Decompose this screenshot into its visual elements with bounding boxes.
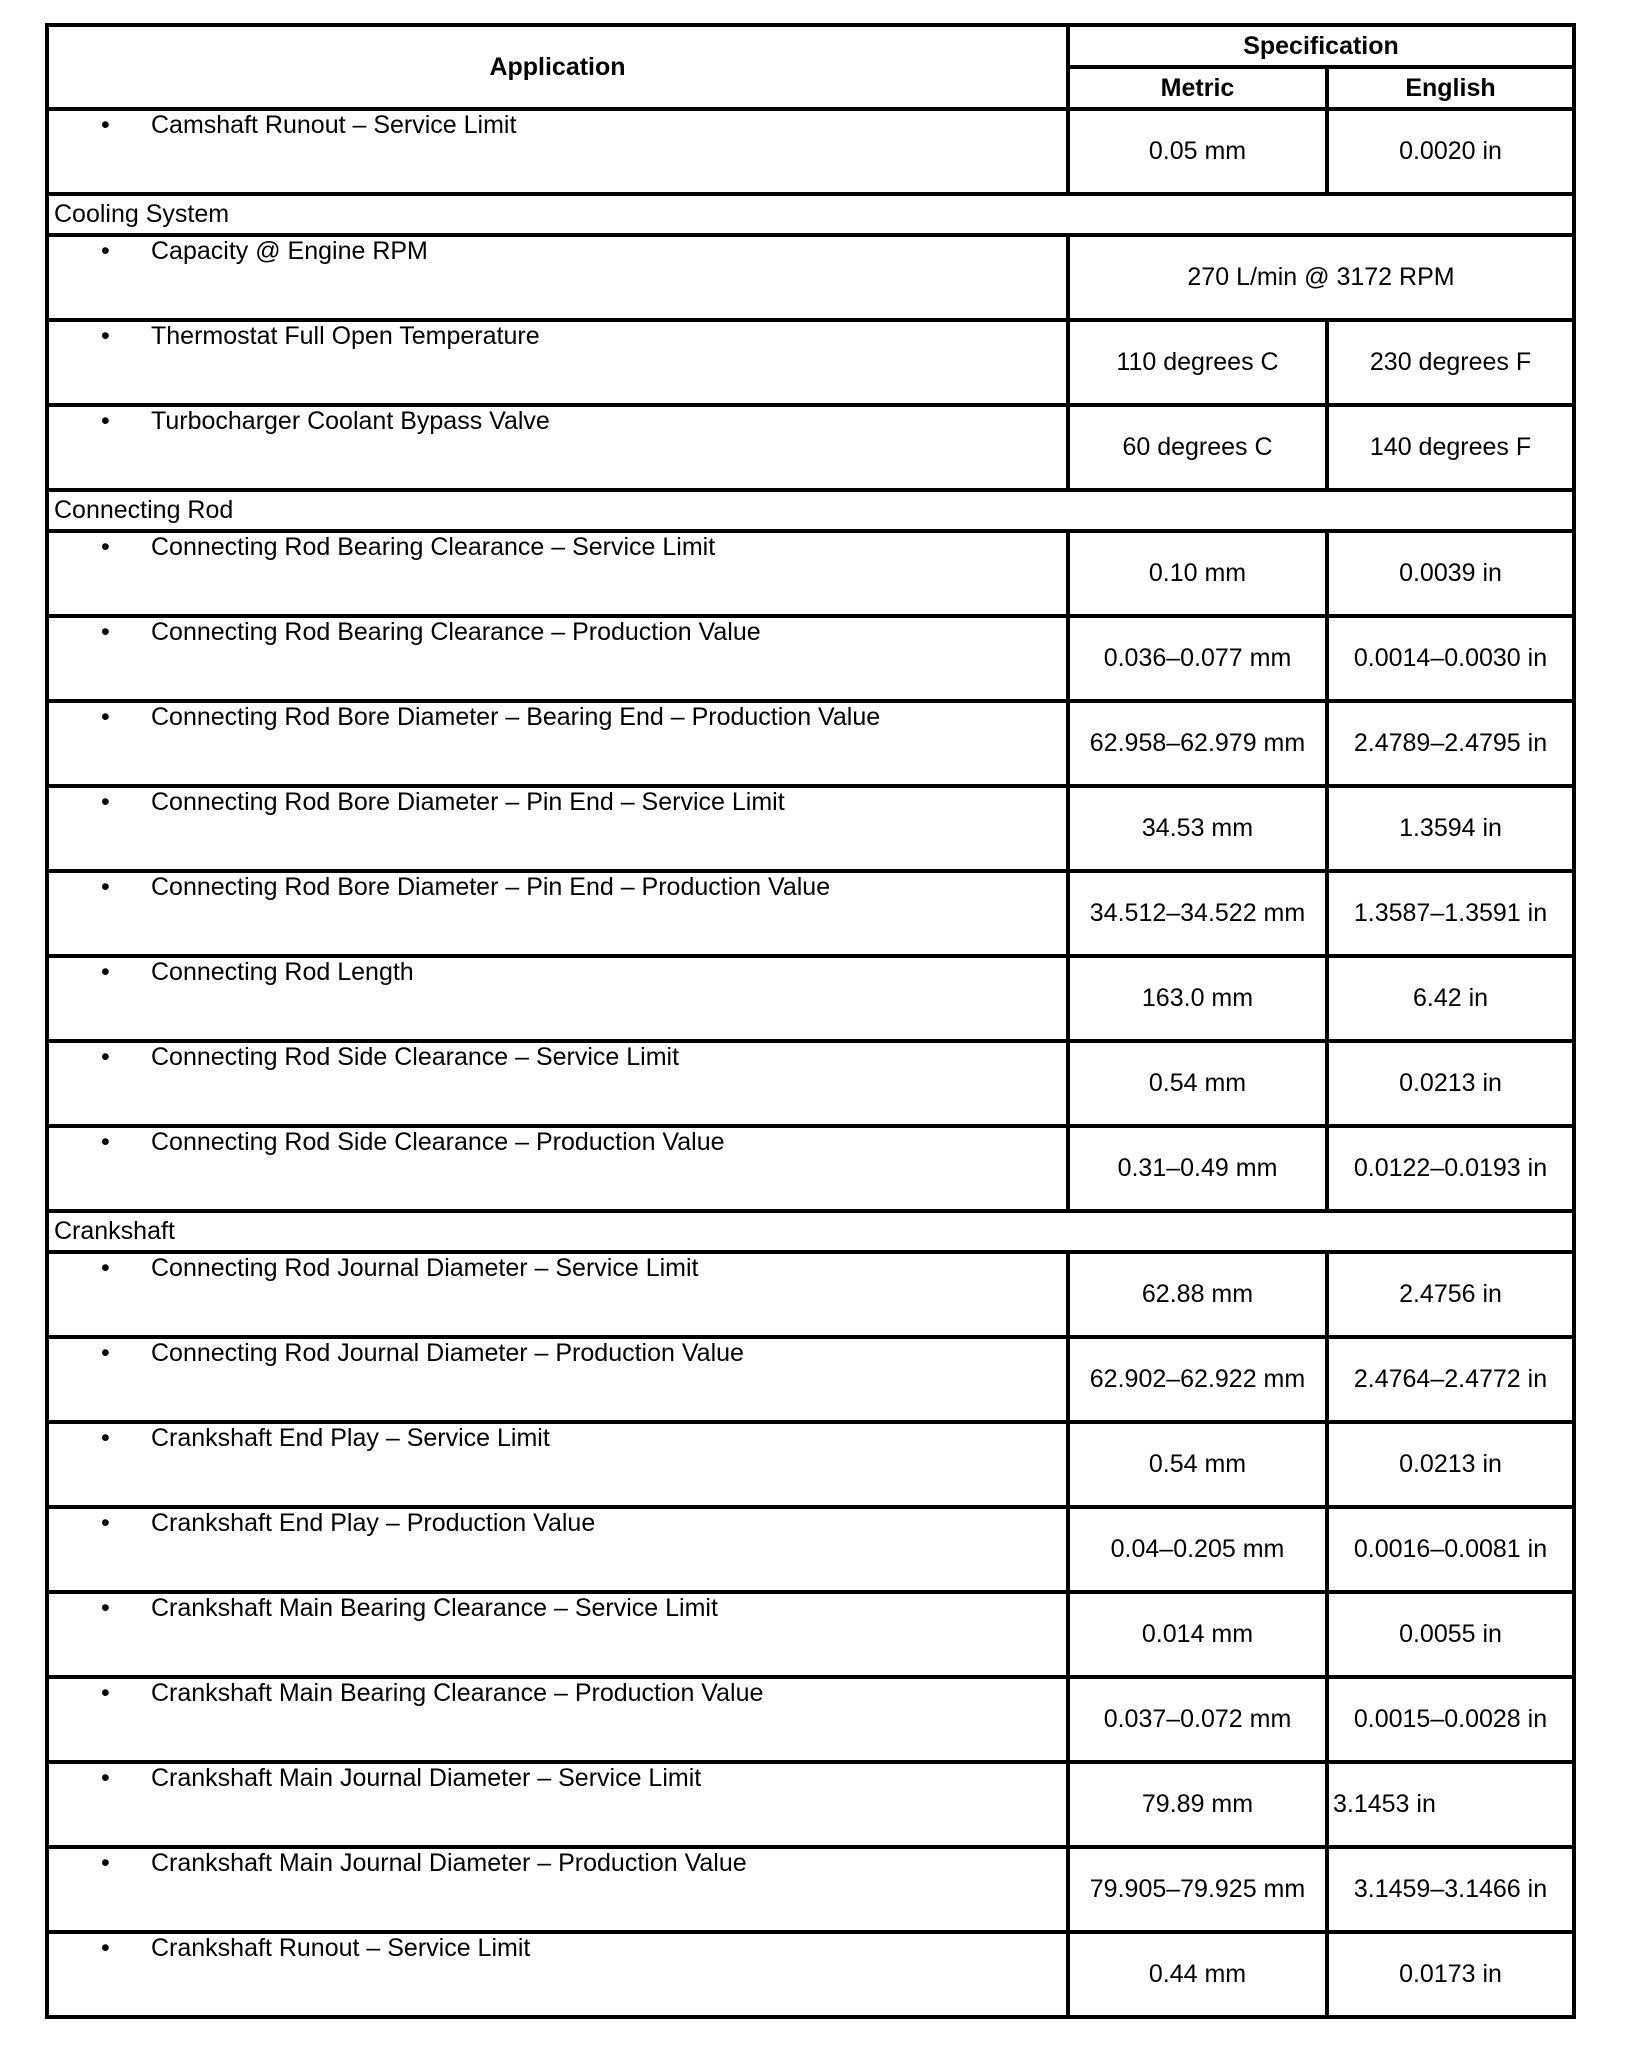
specification-body: [47, 109, 1574, 2017]
application-label: Connecting Rod Side Clearance – Production Value: [151, 1128, 725, 1156]
english-value: 6.42 in: [1327, 956, 1574, 1041]
application-label: Connecting Rod Journal Diameter – Service Limit: [151, 1254, 699, 1282]
application-label: Connecting Rod Bore Diameter – Pin End – Production Value: [151, 873, 831, 901]
bullet-icon: •: [101, 788, 110, 816]
table-row: [47, 1041, 1574, 1126]
application-label: Crankshaft End Play – Production Value: [151, 1509, 596, 1537]
bullet-icon: •: [101, 1594, 110, 1622]
metric-value: 62.958–62.979 mm: [1068, 701, 1327, 786]
bullet-icon: •: [101, 1128, 110, 1156]
application-label: Thermostat Full Open Temperature: [151, 322, 540, 350]
application-cell: [47, 1592, 1068, 1677]
english-value: 0.0020 in: [1327, 109, 1574, 194]
application-label: Crankshaft Main Journal Diameter – Service Limit: [151, 1764, 702, 1792]
section-row: [47, 1211, 1574, 1252]
application-cell: [47, 405, 1068, 490]
metric-value: 79.905–79.925 mm: [1068, 1847, 1327, 1932]
section-row: [47, 490, 1574, 531]
metric-value: 0.04–0.205 mm: [1068, 1507, 1327, 1592]
table-row: [47, 1252, 1574, 1337]
application-cell: [47, 1932, 1068, 2017]
section-row: [47, 194, 1574, 235]
english-value: 0.0015–0.0028 in: [1327, 1677, 1574, 1762]
application-cell: [47, 701, 1068, 786]
application-cell: [47, 320, 1068, 405]
application-header: Application: [47, 25, 1068, 109]
bullet-icon: •: [101, 407, 110, 435]
application-cell: [47, 531, 1068, 616]
english-value: 0.0039 in: [1327, 531, 1574, 616]
bullet-icon: •: [101, 1509, 110, 1537]
application-cell: [47, 616, 1068, 701]
english-value: 1.3587–1.3591 in: [1327, 871, 1574, 956]
table-row: [47, 871, 1574, 956]
metric-value: 163.0 mm: [1068, 956, 1327, 1041]
english-value: 230 degrees F: [1327, 320, 1574, 405]
english-value: 0.0122–0.0193 in: [1327, 1126, 1574, 1211]
metric-value: 0.10 mm: [1068, 531, 1327, 616]
english-value: 2.4756 in: [1327, 1252, 1574, 1337]
table-row: [47, 1677, 1574, 1762]
metric-value: 0.44 mm: [1068, 1932, 1327, 2017]
metric-value: 110 degrees C: [1068, 320, 1327, 405]
english-value: 140 degrees F: [1327, 405, 1574, 490]
metric-value: 0.54 mm: [1068, 1041, 1327, 1126]
english-value: 0.0173 in: [1327, 1932, 1574, 2017]
table-row: [47, 1762, 1574, 1847]
table-row: [47, 1126, 1574, 1211]
application-cell: [47, 235, 1068, 320]
metric-header: Metric: [1068, 67, 1327, 109]
bullet-icon: •: [101, 1849, 110, 1877]
metric-value: 0.014 mm: [1068, 1592, 1327, 1677]
metric-value: 34.53 mm: [1068, 786, 1327, 871]
english-value: 0.0055 in: [1327, 1592, 1574, 1677]
application-cell: [47, 1252, 1068, 1337]
specification-header: Specification: [1068, 25, 1574, 67]
application-cell: [47, 1762, 1068, 1847]
table-row: [47, 616, 1574, 701]
specification-table: [45, 23, 1576, 2019]
application-label: Crankshaft End Play – Service Limit: [151, 1424, 550, 1452]
application-label: Capacity @ Engine RPM: [151, 237, 428, 265]
table-row: [47, 701, 1574, 786]
table-row: [47, 109, 1574, 194]
bullet-icon: •: [101, 111, 110, 139]
application-cell: [47, 1337, 1068, 1422]
bullet-icon: •: [101, 1339, 110, 1367]
bullet-icon: •: [101, 873, 110, 901]
table-row: [47, 1507, 1574, 1592]
table-row: [47, 235, 1574, 320]
application-cell: [47, 1677, 1068, 1762]
bullet-icon: •: [101, 1764, 110, 1792]
application-cell: [47, 1507, 1068, 1592]
metric-value: 62.902–62.922 mm: [1068, 1337, 1327, 1422]
application-cell: [47, 1041, 1068, 1126]
application-label: Connecting Rod Bore Diameter – Bearing End – Production Value: [151, 703, 881, 731]
english-value: 3.1453 in: [1327, 1762, 1574, 1847]
table-row: [47, 786, 1574, 871]
application-label: Crankshaft Main Bearing Clearance – Production Value: [151, 1679, 764, 1707]
application-label: Connecting Rod Side Clearance – Service Limit: [151, 1043, 680, 1071]
application-label: Connecting Rod Length: [151, 958, 414, 986]
metric-value: 0.05 mm: [1068, 109, 1327, 194]
bullet-icon: •: [101, 1254, 110, 1282]
table-row: [47, 531, 1574, 616]
metric-value: 79.89 mm: [1068, 1762, 1327, 1847]
section-title: Cooling System: [47, 194, 1574, 235]
bullet-icon: •: [101, 1934, 110, 1962]
metric-value: 34.512–34.522 mm: [1068, 871, 1327, 956]
english-header: English: [1327, 67, 1574, 109]
english-value: 0.0014–0.0030 in: [1327, 616, 1574, 701]
application-cell: [47, 1126, 1068, 1211]
application-cell: [47, 109, 1068, 194]
english-value: 3.1459–3.1466 in: [1327, 1847, 1574, 1932]
application-label: Turbocharger Coolant Bypass Valve: [151, 407, 550, 435]
application-label: Camshaft Runout – Service Limit: [151, 111, 517, 139]
metric-value: 0.54 mm: [1068, 1422, 1327, 1507]
table-row: [47, 1847, 1574, 1932]
table-row: [47, 1592, 1574, 1677]
table-row: [47, 405, 1574, 490]
english-value: 2.4764–2.4772 in: [1327, 1337, 1574, 1422]
english-value: 2.4789–2.4795 in: [1327, 701, 1574, 786]
application-label: Crankshaft Runout – Service Limit: [151, 1934, 531, 1962]
application-label: Crankshaft Main Journal Diameter – Production Value: [151, 1849, 747, 1877]
bullet-icon: •: [101, 533, 110, 561]
metric-value: 62.88 mm: [1068, 1252, 1327, 1337]
bullet-icon: •: [101, 237, 110, 265]
metric-value: 0.31–0.49 mm: [1068, 1126, 1327, 1211]
bullet-icon: •: [101, 1043, 110, 1071]
table-row: [47, 1337, 1574, 1422]
application-label: Connecting Rod Bore Diameter – Pin End – Service Limit: [151, 788, 785, 816]
bullet-icon: •: [101, 703, 110, 731]
table-row: [47, 1932, 1574, 2017]
bullet-icon: •: [101, 1424, 110, 1452]
bullet-icon: •: [101, 322, 110, 350]
bullet-icon: •: [101, 958, 110, 986]
table-row: [47, 956, 1574, 1041]
section-title: Crankshaft: [47, 1211, 1574, 1252]
application-cell: [47, 786, 1068, 871]
application-label: Crankshaft Main Bearing Clearance – Service Limit: [151, 1594, 718, 1622]
bullet-icon: •: [101, 1679, 110, 1707]
application-label: Connecting Rod Bearing Clearance – Production Value: [151, 618, 761, 646]
application-cell: [47, 871, 1068, 956]
metric-value: 0.036–0.077 mm: [1068, 616, 1327, 701]
metric-value: 0.037–0.072 mm: [1068, 1677, 1327, 1762]
metric-value: 60 degrees C: [1068, 405, 1327, 490]
application-cell: [47, 956, 1068, 1041]
combined-value: 270 L/min @ 3172 RPM: [1068, 235, 1574, 320]
table-row: [47, 320, 1574, 405]
table-row: [47, 1422, 1574, 1507]
section-title: Connecting Rod: [47, 490, 1574, 531]
english-value: 0.0016–0.0081 in: [1327, 1507, 1574, 1592]
application-label: Connecting Rod Bearing Clearance – Service Limit: [151, 533, 716, 561]
english-value: 0.0213 in: [1327, 1041, 1574, 1126]
application-label: Connecting Rod Journal Diameter – Production Value: [151, 1339, 744, 1367]
english-value: 0.0213 in: [1327, 1422, 1574, 1507]
bullet-icon: •: [101, 618, 110, 646]
english-value: 1.3594 in: [1327, 786, 1574, 871]
application-cell: [47, 1847, 1068, 1932]
application-cell: [47, 1422, 1068, 1507]
